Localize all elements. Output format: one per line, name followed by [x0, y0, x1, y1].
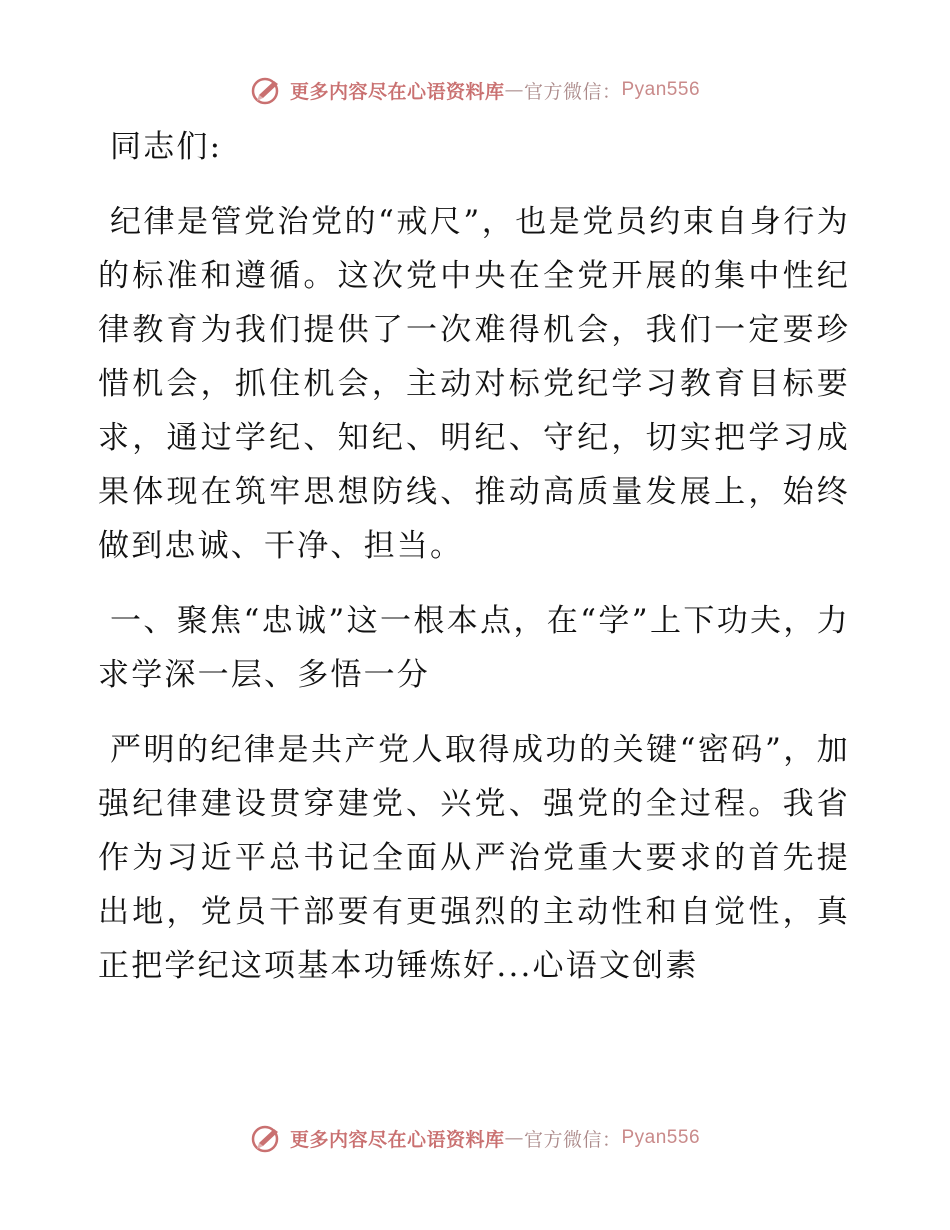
watermark-main-text: 更多内容尽在心语资料库 — [289, 1128, 505, 1151]
watermark-separator: — — [504, 79, 524, 101]
watermark-wechat-id: Pyan556 — [621, 79, 701, 100]
section-heading-1: 一、聚焦“忠诚”这一根本点，在“学”上下功夫，力求学深一层、多悟一分 — [98, 603, 850, 693]
paragraph-intro: 纪律是管党治党的“戒尺”，也是党员约束自身行为的标准和遵循。这次党中央在全党开展的集中性纪律教育为我们提供了一次难得机会，我们一定要珍惜机会，抓住机会，主动对标党纪学习教育目标要求，通过学纪、知纪、明纪、守纪，切实把学习成果体现在筑牢思想防线、推动高质量发展上，始终做到忠诚、干净、担当。 — [98, 204, 850, 564]
document-body — [98, 120, 850, 993]
watermark-wechat-label: 官方微信： — [523, 80, 622, 103]
watermark-wechat-label: 官方微信： — [523, 1128, 622, 1151]
greeting: 同志们: — [110, 129, 223, 165]
pen-logo-icon — [250, 1121, 284, 1155]
pen-logo-icon — [250, 73, 284, 107]
header-watermark — [0, 70, 950, 110]
footer-watermark — [0, 1118, 950, 1158]
watermark-wechat-id: Pyan556 — [621, 1127, 701, 1148]
paragraph-section-1: 严明的纪律是共产党人取得成功的关键“密码”，加强纪律建设贯穿建党、兴党、强党的全过程。我省作为习近平总书记全面从严治党重大要求的首先提出地，党员干部要有更强烈的主动性和自觉性，真正把学纪这项基本功锤炼好...心语文创素 — [98, 732, 850, 984]
watermark-main-text: 更多内容尽在心语资料库 — [289, 80, 505, 103]
watermark-separator: — — [504, 1127, 524, 1149]
